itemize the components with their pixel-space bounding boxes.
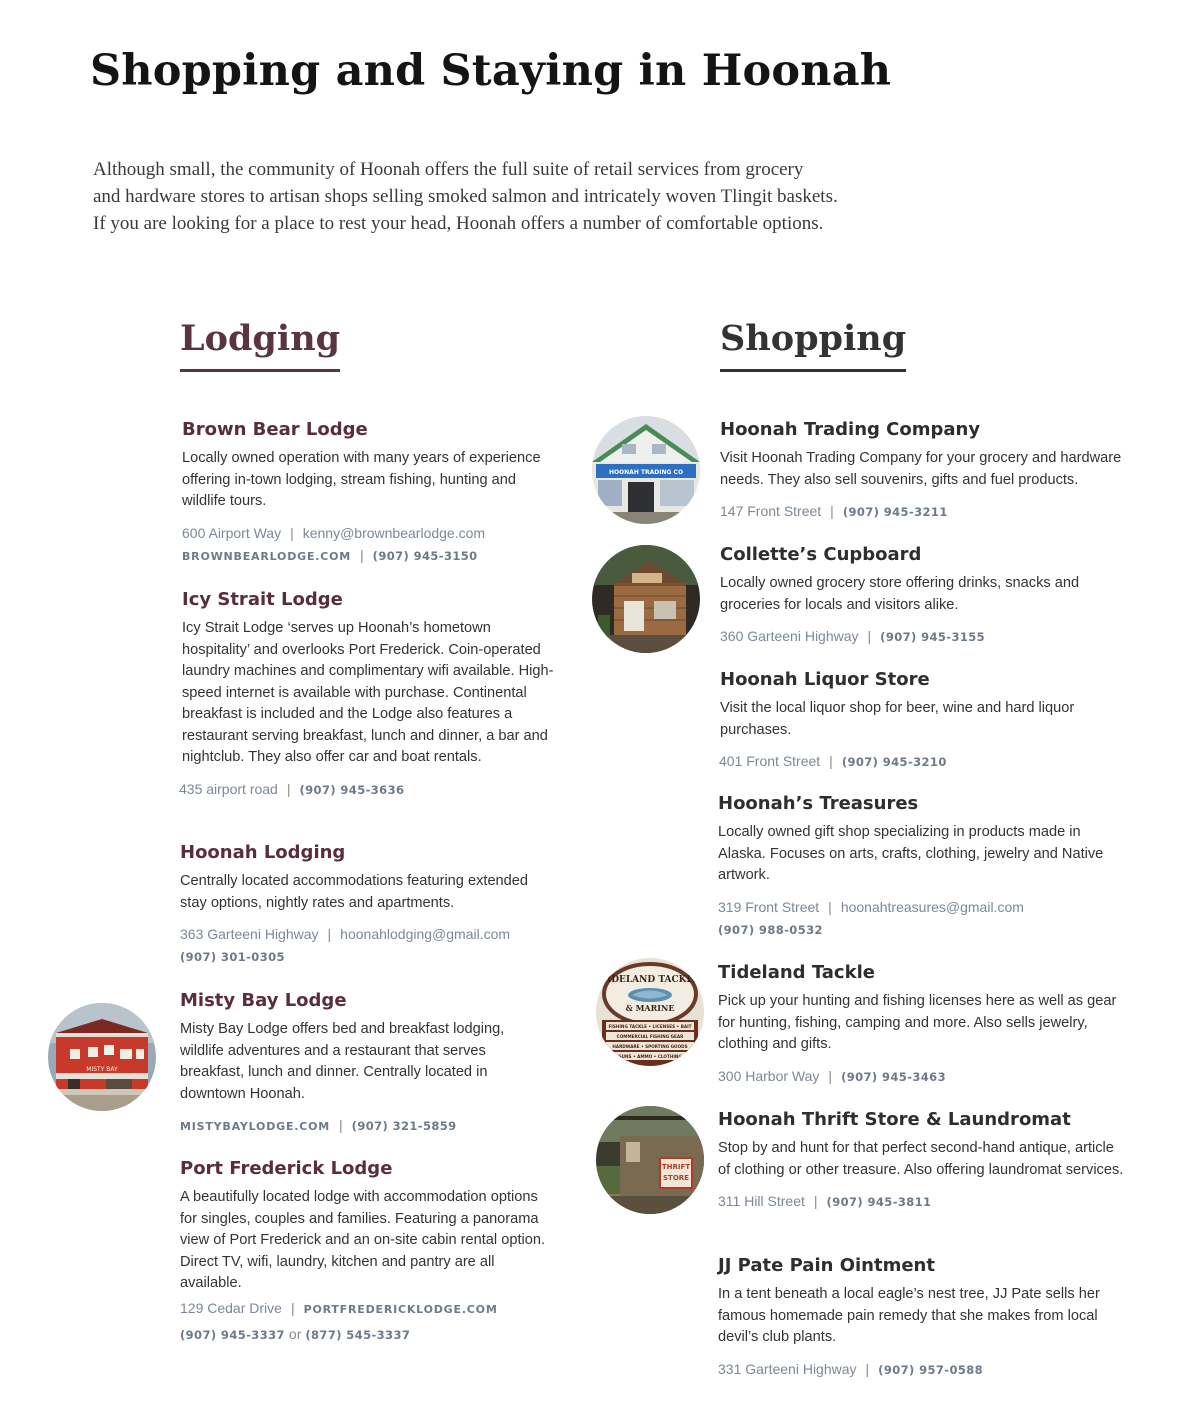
separator: | [360, 546, 364, 563]
listing-description: Misty Bay Lodge offers bed and breakfast lodging, wildlife adventures and a restaurant that serves breakfast, lunch and dinner. Centrally located in downtown Hoonah. [180, 1021, 505, 1102]
separator: | [286, 780, 291, 797]
address-text: 311 Hill Street [718, 1193, 805, 1209]
listing-title: Hoonah Thrift Store & Laundromat [718, 1109, 1071, 1130]
listing-contact [718, 1358, 1128, 1381]
separator: | [830, 503, 834, 519]
tideland-row-4: GUNS • AMMO • CLOTHING [618, 1054, 682, 1059]
listing-description: A beautifully located lodge with accommodation options for singles, couples and families. Featuring a panorama view of Port Frederick and an on-site cabin rental option. Direct TV, wifi, laundry, kitchen and pantry are all available. [180, 1189, 546, 1291]
listing-contact-2 [718, 918, 1128, 941]
collettes-cupboard-photo [592, 545, 700, 653]
listing-title: Icy Strait Lodge [182, 589, 343, 610]
listing-hoonah-lodging [180, 841, 600, 968]
shopping-heading: Shopping [720, 318, 906, 372]
thrift-sign-line-2: STORE [663, 1174, 689, 1182]
listing-contact [718, 1065, 1128, 1088]
separator: | [828, 1067, 833, 1084]
address-text: 300 Harbor Way [718, 1067, 820, 1084]
listing-description: Stop by and hunt for that perfect second-hand antique, article of clothing or other treasure. Also offering laundromat services. [718, 1140, 1124, 1178]
website-link[interactable]: MISTYBAYLODGE.COM [180, 1120, 331, 1133]
website-link[interactable]: PORTFREDERICKLODGE.COM [303, 1302, 498, 1316]
address-text: 129 Cedar Drive [180, 1299, 282, 1316]
phone-link[interactable]: (907) 957-0588 [878, 1362, 984, 1377]
listing-contact [720, 500, 1130, 523]
listing-title: Hoonah Liquor Store [720, 669, 930, 690]
phone-link-2[interactable]: (877) 545-3337 [305, 1327, 411, 1342]
phone-link[interactable]: (907) 321-5859 [351, 1119, 457, 1133]
phone-link[interactable]: (907) 945-3811 [826, 1195, 932, 1209]
email-link[interactable]: hoonahlodging@gmail.com [340, 926, 511, 942]
listing-description: Locally owned grocery store offering drinks, snacks and groceries for locals and visitors alike. [720, 575, 1080, 613]
intro-line: If you are looking for a place to rest your head, Hoonah offers a number of comfortable options. [93, 213, 824, 234]
listing-title: Hoonah’s Treasures [718, 793, 919, 814]
separator: | [290, 1299, 295, 1316]
listing-jj-pate-pain-ointment [718, 1254, 1128, 1381]
listing-contact [720, 625, 1130, 648]
listing-title: Hoonah Trading Company [720, 419, 981, 440]
listing-hoonah-liquor-store [720, 668, 1130, 773]
listing-contact [180, 1297, 600, 1321]
intro-paragraph [93, 156, 993, 237]
email-link[interactable]: kenny@brownbearlodge.com [302, 524, 486, 541]
address-text: 319 Front Street [718, 898, 820, 915]
listing-contact [719, 750, 1130, 773]
misty-bay-lodge-photo [48, 1003, 156, 1111]
separator: | [290, 524, 294, 541]
separator: | [327, 926, 332, 942]
listing-title: Hoonah Lodging [180, 842, 346, 863]
listing-hoonah-thrift-store [718, 1108, 1128, 1213]
address-text: 360 Garteeni Highway [720, 628, 859, 644]
or-text: or [288, 1325, 302, 1342]
phone-link[interactable]: (907) 301-0305 [180, 950, 285, 964]
hoonah-trading-company-photo [592, 416, 700, 524]
listing-contact-2 [182, 544, 602, 568]
intro-line: Although small, the community of Hoonah offers the full suite of retail services from grocery [93, 159, 804, 180]
tideland-tackle-photo [596, 958, 704, 1066]
phone-link[interactable]: (907) 945-3210 [841, 755, 947, 769]
phone-link[interactable]: (907) 945-3463 [841, 1069, 946, 1084]
listing-title: Collette’s Cupboard [720, 544, 922, 565]
listing-description: Locally owned gift shop specializing in products made in Alaska. Focuses on arts, crafts, clothing, jewelry and Native artwork. [718, 824, 1104, 883]
listing-description: Icy Strait Lodge ‘serves up Hoonah’s hometown hospitality’ and overlooks Port Frederick. Coin-operated laundry machines and complimentary wifi available. High-speed internet is available with purchase. Continental breakfast is included and the Lodge also features a restaurant serving breakfast, lunch and dinner, a bar and nightclub. They also offer car and boat rentals. [182, 620, 554, 765]
listing-icy-strait-lodge [179, 588, 602, 801]
website-link[interactable]: BROWNBEARLODGE.COM [182, 549, 352, 563]
phone-link[interactable]: (907) 945-3155 [880, 630, 986, 644]
listing-contact [718, 1190, 1128, 1213]
tideland-sign-top: TIDELAND TACKLE [600, 975, 700, 985]
address-text: 331 Garteeni Highway [718, 1360, 857, 1377]
listing-contact [180, 1114, 600, 1138]
listing-description: Visit Hoonah Trading Company for your grocery and hardware needs. They also sell souvenirs, gifts and fuel products. [720, 450, 1122, 488]
address-text: 600 Airport Way [182, 524, 282, 541]
listing-collettes-cupboard [720, 543, 1130, 648]
listing-misty-bay-lodge [180, 989, 600, 1138]
separator: | [867, 628, 872, 644]
separator: | [813, 1193, 818, 1209]
listing-description: In a tent beneath a local eagle’s nest tree, JJ Pate sells her famous homemade pain remedy that she makes from local devil’s club plants. [718, 1286, 1100, 1345]
trading-sign-text: HOONAH TRADING CO [608, 469, 684, 476]
separator: | [829, 753, 833, 769]
phone-link[interactable]: (907) 988-0532 [718, 922, 823, 937]
listing-brown-bear-lodge [182, 418, 602, 568]
tideland-sign-mid: & MARINE [625, 1003, 675, 1013]
listing-contact [718, 896, 1128, 918]
address-text: 147 Front Street [720, 503, 822, 519]
address-text: 401 Front Street [719, 753, 821, 769]
lodging-heading: Lodging [180, 318, 340, 372]
address-text: 363 Garteeni Highway [180, 926, 319, 942]
listing-title: Brown Bear Lodge [182, 419, 368, 440]
phone-link[interactable]: (907) 945-3636 [299, 782, 405, 797]
listing-title: JJ Pate Pain Ointment [718, 1255, 935, 1276]
page-title: Shopping and Staying in Hoonah [90, 46, 892, 96]
thrift-sign-line-1: THRIFT [661, 1163, 691, 1171]
listing-description: Pick up your hunting and fishing licenses here as well as gear for hunting, fishing, camping and more. Also sells jewelry, clothing and gifts. [718, 993, 1117, 1052]
listing-title: Misty Bay Lodge [180, 990, 347, 1011]
phone-link[interactable]: (907) 945-3337 [180, 1327, 285, 1342]
tideland-row-1: FISHING TACKLE • LICENSES • BAIT [608, 1024, 692, 1029]
listing-title: Port Frederick Lodge [180, 1158, 393, 1179]
listing-contact [179, 778, 602, 801]
phone-link[interactable]: (907) 945-3150 [372, 548, 478, 563]
listing-port-frederick-lodge [180, 1157, 600, 1346]
tideland-row-3: HARDWARE • SPORTING GOODS [612, 1044, 688, 1049]
listing-hoonah-trading-company [720, 418, 1130, 523]
listing-contact-2 [180, 945, 600, 968]
separator: | [865, 1360, 870, 1377]
listing-hoonahs-treasures [718, 792, 1128, 941]
listing-title: Tideland Tackle [718, 962, 875, 983]
listing-description: Visit the local liquor shop for beer, wine and hard liquor purchases. [720, 700, 1075, 738]
email-link[interactable]: hoonahtreasures@gmail.com [840, 898, 1024, 915]
listing-description: Centrally located accommodations featuring extended stay options, nightly rates and apartments. [180, 873, 529, 911]
listing-contact [182, 522, 602, 544]
listing-description: Locally owned operation with many years of experience offering in-town lodging, stream fishing, hunting and wildlife tours. [182, 450, 541, 509]
listing-contact [180, 923, 600, 945]
tideland-row-2: COMMERCIAL FISHING GEAR [616, 1034, 684, 1039]
listing-contact-2 [180, 1323, 600, 1346]
separator: | [828, 898, 832, 915]
misty-bay-sign-text: MISTY BAY [86, 1066, 118, 1073]
address-text: 435 airport road [179, 780, 278, 797]
hoonah-thrift-store-photo [596, 1106, 704, 1214]
listing-tideland-tackle [718, 961, 1128, 1088]
separator: | [339, 1117, 343, 1133]
phone-link[interactable]: (907) 945-3211 [842, 505, 948, 519]
intro-line: and hardware stores to artisan shops selling smoked salmon and intricately woven Tlingit baskets. [93, 186, 838, 207]
